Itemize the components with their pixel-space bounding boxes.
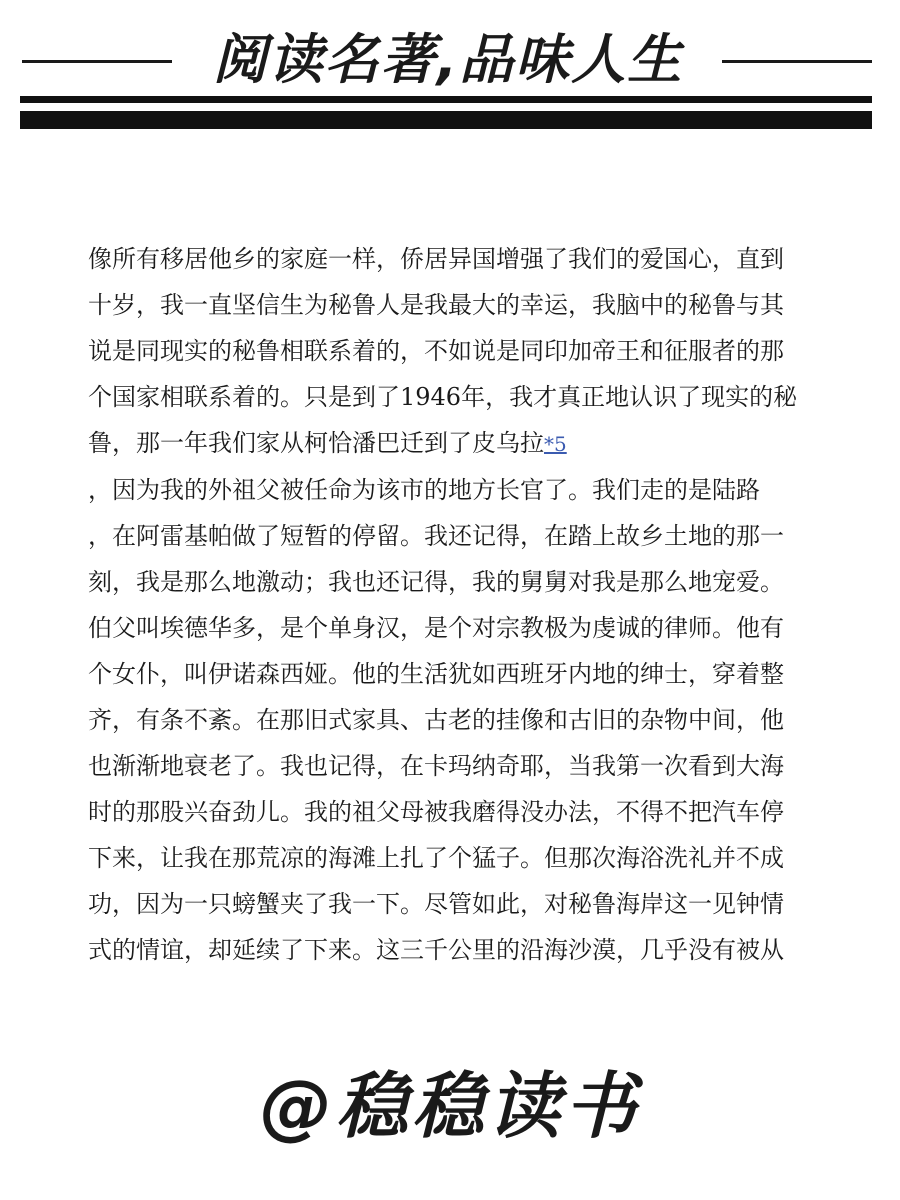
text-line: 说是同现实的秘鲁相联系着的，不如说是同印加帝王和征服者的那 bbox=[88, 337, 784, 365]
text-line: 时的那股兴奋劲儿。我的祖父母被我磨得没办法，不得不把汽车停 bbox=[88, 798, 784, 826]
text-line: 个女仆，叫伊诺森西娅。他的生活犹如西班牙内地的绅士，穿着整 bbox=[88, 660, 784, 688]
page-title: 阅读名著,品味人生 bbox=[212, 28, 684, 91]
author-watermark: @稳稳读书 bbox=[259, 1064, 640, 1148]
header-divider-thin bbox=[20, 96, 872, 103]
text-line: ，在阿雷基帕做了短暂的停留。我还记得，在踏上故乡土地的那一 bbox=[88, 522, 784, 550]
text-line: 下来，让我在那荒凉的海滩上扎了个猛子。但那次海浴洗礼并不成 bbox=[88, 844, 784, 872]
text-line: 刻，我是那么地激动；我也还记得，我的舅舅对我是那么地宠爱。 bbox=[88, 568, 784, 596]
text-line: 齐，有条不紊。在那旧式家具、古老的挂像和古旧的杂物中间，他 bbox=[88, 706, 784, 734]
header-left-rule bbox=[22, 60, 172, 63]
text-line: 功，因为一只螃蟹夹了我一下。尽管如此，对秘鲁海岸这一见钟情 bbox=[88, 890, 784, 918]
text-line: 个国家相联系着的。只是到了1946年，我才真正地认识了现实的秘 bbox=[88, 383, 798, 411]
header bbox=[0, 0, 900, 140]
text-line-with-footnote bbox=[88, 420, 828, 467]
header-divider-thick bbox=[20, 111, 872, 129]
text-line: 鲁，那一年我们家从柯恰潘巴迁到了皮乌拉 bbox=[88, 429, 544, 457]
text-line: 也渐渐地衰老了。我也记得，在卡玛纳奇耶，当我第一次看到大海 bbox=[88, 752, 784, 780]
text-line: ，因为我的外祖父被任命为该市的地方长官了。我们走的是陆路 bbox=[88, 476, 760, 504]
footnote-link[interactable]: *5 bbox=[544, 432, 567, 456]
text-line: 十岁，我一直坚信生为秘鲁人是我最大的幸运，我脑中的秘鲁与其 bbox=[88, 291, 784, 319]
header-right-rule bbox=[722, 60, 872, 63]
text-line: 式的情谊，却延续了下来。这三千公里的沿海沙漠，几乎没有被从 bbox=[88, 936, 784, 964]
article-body bbox=[88, 236, 828, 973]
text-line: 伯父叫埃德华多，是个单身汉，是个对宗教极为虔诚的律师。他有 bbox=[88, 614, 784, 642]
text-line: 像所有移居他乡的家庭一样，侨居异国增强了我们的爱国心，直到 bbox=[88, 245, 784, 273]
